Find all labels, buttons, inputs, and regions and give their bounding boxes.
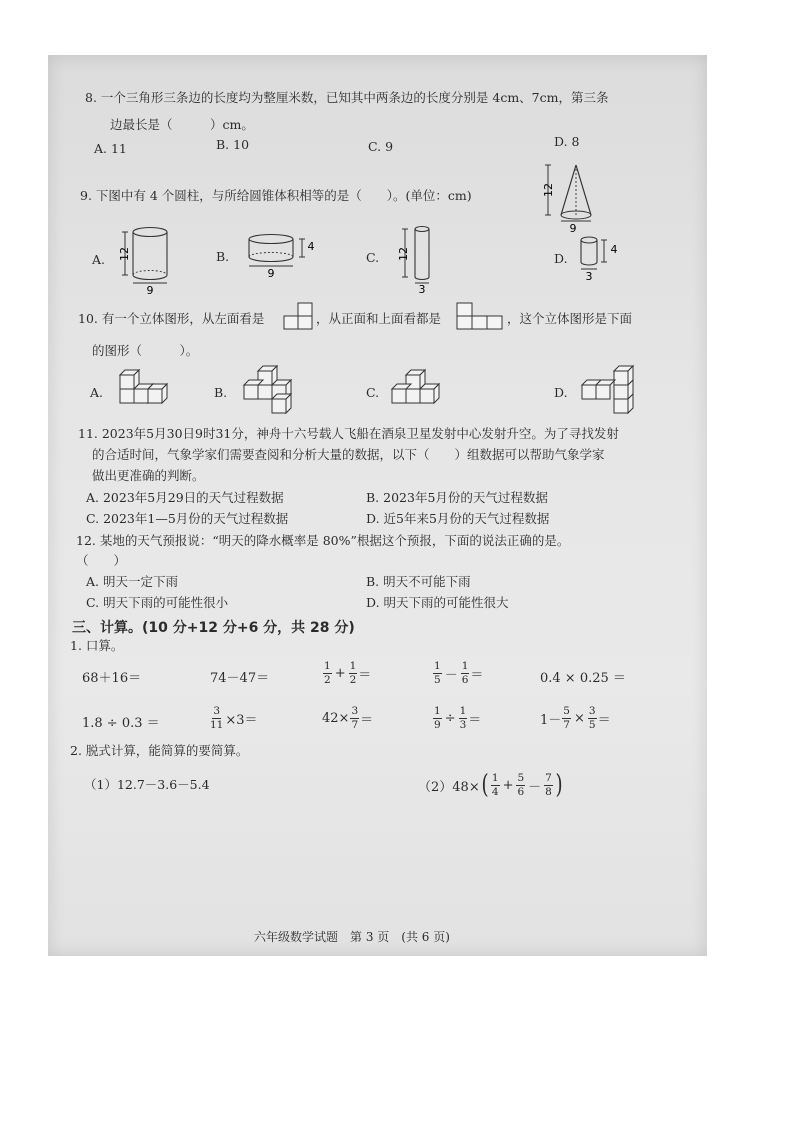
oral-calc-heading: 1. 口算。 [70, 638, 124, 653]
q10-part3: ，这个立体图形是下面 [507, 311, 633, 326]
calc-r1-a: 68＋16＝ [82, 671, 142, 686]
cylinder-d-figure [576, 235, 636, 285]
cubes-c-figure [390, 369, 450, 414]
q10-option-d-label: D. [554, 385, 568, 400]
q9-option-c-label: C. [366, 250, 380, 265]
cylinder-a-figure [118, 225, 178, 300]
section3-title: 三、计算。(10 分+12 分+6 分，共 28 分) [72, 620, 355, 636]
frac-den: 8 [545, 785, 552, 798]
equals: ＝ [358, 667, 372, 683]
expr-prefix: （2）48× [418, 779, 480, 795]
frac-den: 7 [563, 718, 570, 731]
q8-option-a: A. 11 [94, 141, 127, 156]
cyl-c-diameter: 3 [418, 283, 426, 296]
equals: ＝ [597, 712, 611, 728]
frac-num: 1 [349, 660, 357, 672]
q12-option-a: A. 明天一定下雨 [86, 574, 178, 589]
q8-option-b: B. 10 [216, 137, 250, 152]
operator: － [528, 779, 542, 795]
cylinder-c-figure [394, 223, 444, 303]
page-footer: 六年级数学试题 第 3 页 (共 6 页) [254, 930, 450, 944]
cyl-b-height: 4 [307, 240, 315, 253]
expr-prefix: 42× [322, 710, 350, 726]
q8-line2: 边最长是（ ）cm。 [110, 117, 254, 132]
frac-den: 2 [349, 673, 357, 686]
frac-num: 1 [459, 705, 467, 717]
q11-line1: 11. 2023年5月30日9时31分，神舟十六号载人飞船在酒泉卫星发射中心发射升空。为了寻找发射 [78, 426, 619, 441]
q8-option-d: D. 8 [554, 134, 580, 149]
q11-option-b: B. 2023年5月份的天气过程数据 [366, 490, 548, 505]
frac-den: 11 [210, 718, 224, 731]
frac-num: 5 [517, 772, 525, 784]
step-calc-1: （1）12.7－3.6－5.4 [84, 777, 210, 792]
q12-option-b: B. 明天不可能下雨 [366, 574, 471, 589]
q9-option-a-label: A. [92, 252, 106, 267]
frac-den: 7 [351, 718, 359, 731]
frac-num: 3 [351, 705, 359, 717]
cubes-a-figure [114, 369, 174, 414]
cubes-d-figure [580, 365, 644, 415]
equals: ＝ [470, 667, 484, 683]
cyl-a-height: 12 [118, 247, 131, 261]
frac-den: 9 [434, 718, 441, 731]
expr-rest: ×3＝ [225, 712, 258, 728]
calc-r1-d [432, 661, 483, 685]
calc-r2-a: 1.8 ÷ 0.3 ＝ [82, 716, 160, 731]
frac-den: 3 [459, 718, 467, 731]
q11-line2: 的合适时间，气象学家们需要查阅和分析大量的数据，以下（ ）组数据可以帮助气象学家 [92, 447, 605, 462]
q12-line2: （ ） [76, 553, 127, 568]
frac-num: 1 [434, 660, 441, 672]
equals: ＝ [468, 712, 482, 728]
calc-r1-c [322, 661, 371, 685]
frac-den: 2 [324, 673, 331, 686]
exam-page [48, 55, 707, 956]
frac-num: 1 [491, 772, 499, 784]
q10-line2: 的图形（ ）。 [92, 343, 199, 358]
calc-r2-e [540, 706, 611, 730]
frac-den: 4 [491, 785, 499, 798]
q11-option-c: C. 2023年1—5月份的天气过程数据 [86, 511, 289, 526]
operator: × [573, 710, 585, 726]
cylinder-b-figure [246, 233, 326, 283]
cyl-a-diameter: 9 [146, 284, 154, 297]
step-calc-2 [418, 772, 564, 798]
left-paren: ( [481, 770, 489, 800]
q9-question: 9. 下图中有 4 个圆柱，与所给圆锥体积相等的是（ ）。(单位：cm) [80, 188, 472, 203]
cyl-d-height: 4 [610, 243, 618, 256]
calc-r1-b: 74－47＝ [210, 671, 270, 686]
cyl-c-height: 12 [397, 247, 410, 261]
frac-num: 7 [545, 772, 552, 784]
q10-option-b-label: B. [214, 385, 228, 400]
calc-r2-d [432, 706, 481, 730]
q11-option-a: A. 2023年5月29日的天气过程数据 [86, 490, 284, 505]
frac-num: 3 [213, 705, 221, 717]
cyl-d-diameter: 3 [585, 270, 593, 283]
frac-num: 5 [563, 705, 570, 717]
q9-option-b-label: B. [216, 249, 230, 264]
q11-line3: 做出更准确的判断。 [92, 468, 205, 483]
q12-option-c: C. 明天下雨的可能性很小 [86, 595, 229, 610]
operator: + [502, 777, 514, 793]
cone-height-label: 12 [542, 183, 555, 197]
frac-den: 6 [461, 673, 469, 686]
q8-option-c: C. 9 [368, 139, 394, 154]
cone-diameter-label: 9 [569, 222, 577, 235]
q10-option-a-label: A. [90, 385, 104, 400]
frac-num: 1 [324, 660, 331, 672]
calc-r1-e: 0.4 × 0.25 ＝ [540, 671, 626, 686]
frac-den: 6 [517, 785, 525, 798]
q8-line1: 8. 一个三角形三条边的长度均为整厘米数，已知其中两条边的长度分别是 4cm、7cm，第三条 [85, 90, 609, 105]
operator: － [444, 667, 458, 683]
frac-num: 3 [588, 705, 596, 717]
q10-part1: 10. 有一个立体图形，从左面看是 [78, 311, 265, 326]
operator: ÷ [444, 710, 456, 726]
frac-den: 5 [588, 718, 596, 731]
cone-figure [540, 159, 610, 234]
q10-option-c-label: C. [366, 385, 380, 400]
expr-prefix: 1－ [540, 712, 562, 728]
q11-option-d: D. 近5年来5月份的天气过程数据 [366, 511, 550, 526]
frac-num: 1 [434, 705, 441, 717]
calc-r2-b [208, 706, 258, 730]
frac-den: 5 [434, 673, 441, 686]
calc-r2-c [322, 706, 373, 730]
operator: + [334, 665, 346, 681]
q12-line1: 12. 某地的天气预报说：“明天的降水概率是 80%”根据这个预报，下面的说法正确的是。 [76, 533, 570, 548]
q12-option-d: D. 明天下雨的可能性很大 [366, 595, 509, 610]
frac-num: 1 [461, 660, 469, 672]
cyl-b-diameter: 9 [267, 267, 275, 280]
q9-option-d-label: D. [554, 251, 568, 266]
left-view-shape [284, 302, 316, 332]
right-paren: ) [555, 770, 563, 800]
equals: ＝ [360, 712, 374, 728]
cubes-b-figure [238, 365, 298, 415]
q10-part2: ，从正面和上面看都是 [316, 311, 442, 326]
step-calc-heading: 2. 脱式计算，能简算的要简算。 [70, 743, 249, 758]
front-top-view-shape [457, 302, 505, 332]
